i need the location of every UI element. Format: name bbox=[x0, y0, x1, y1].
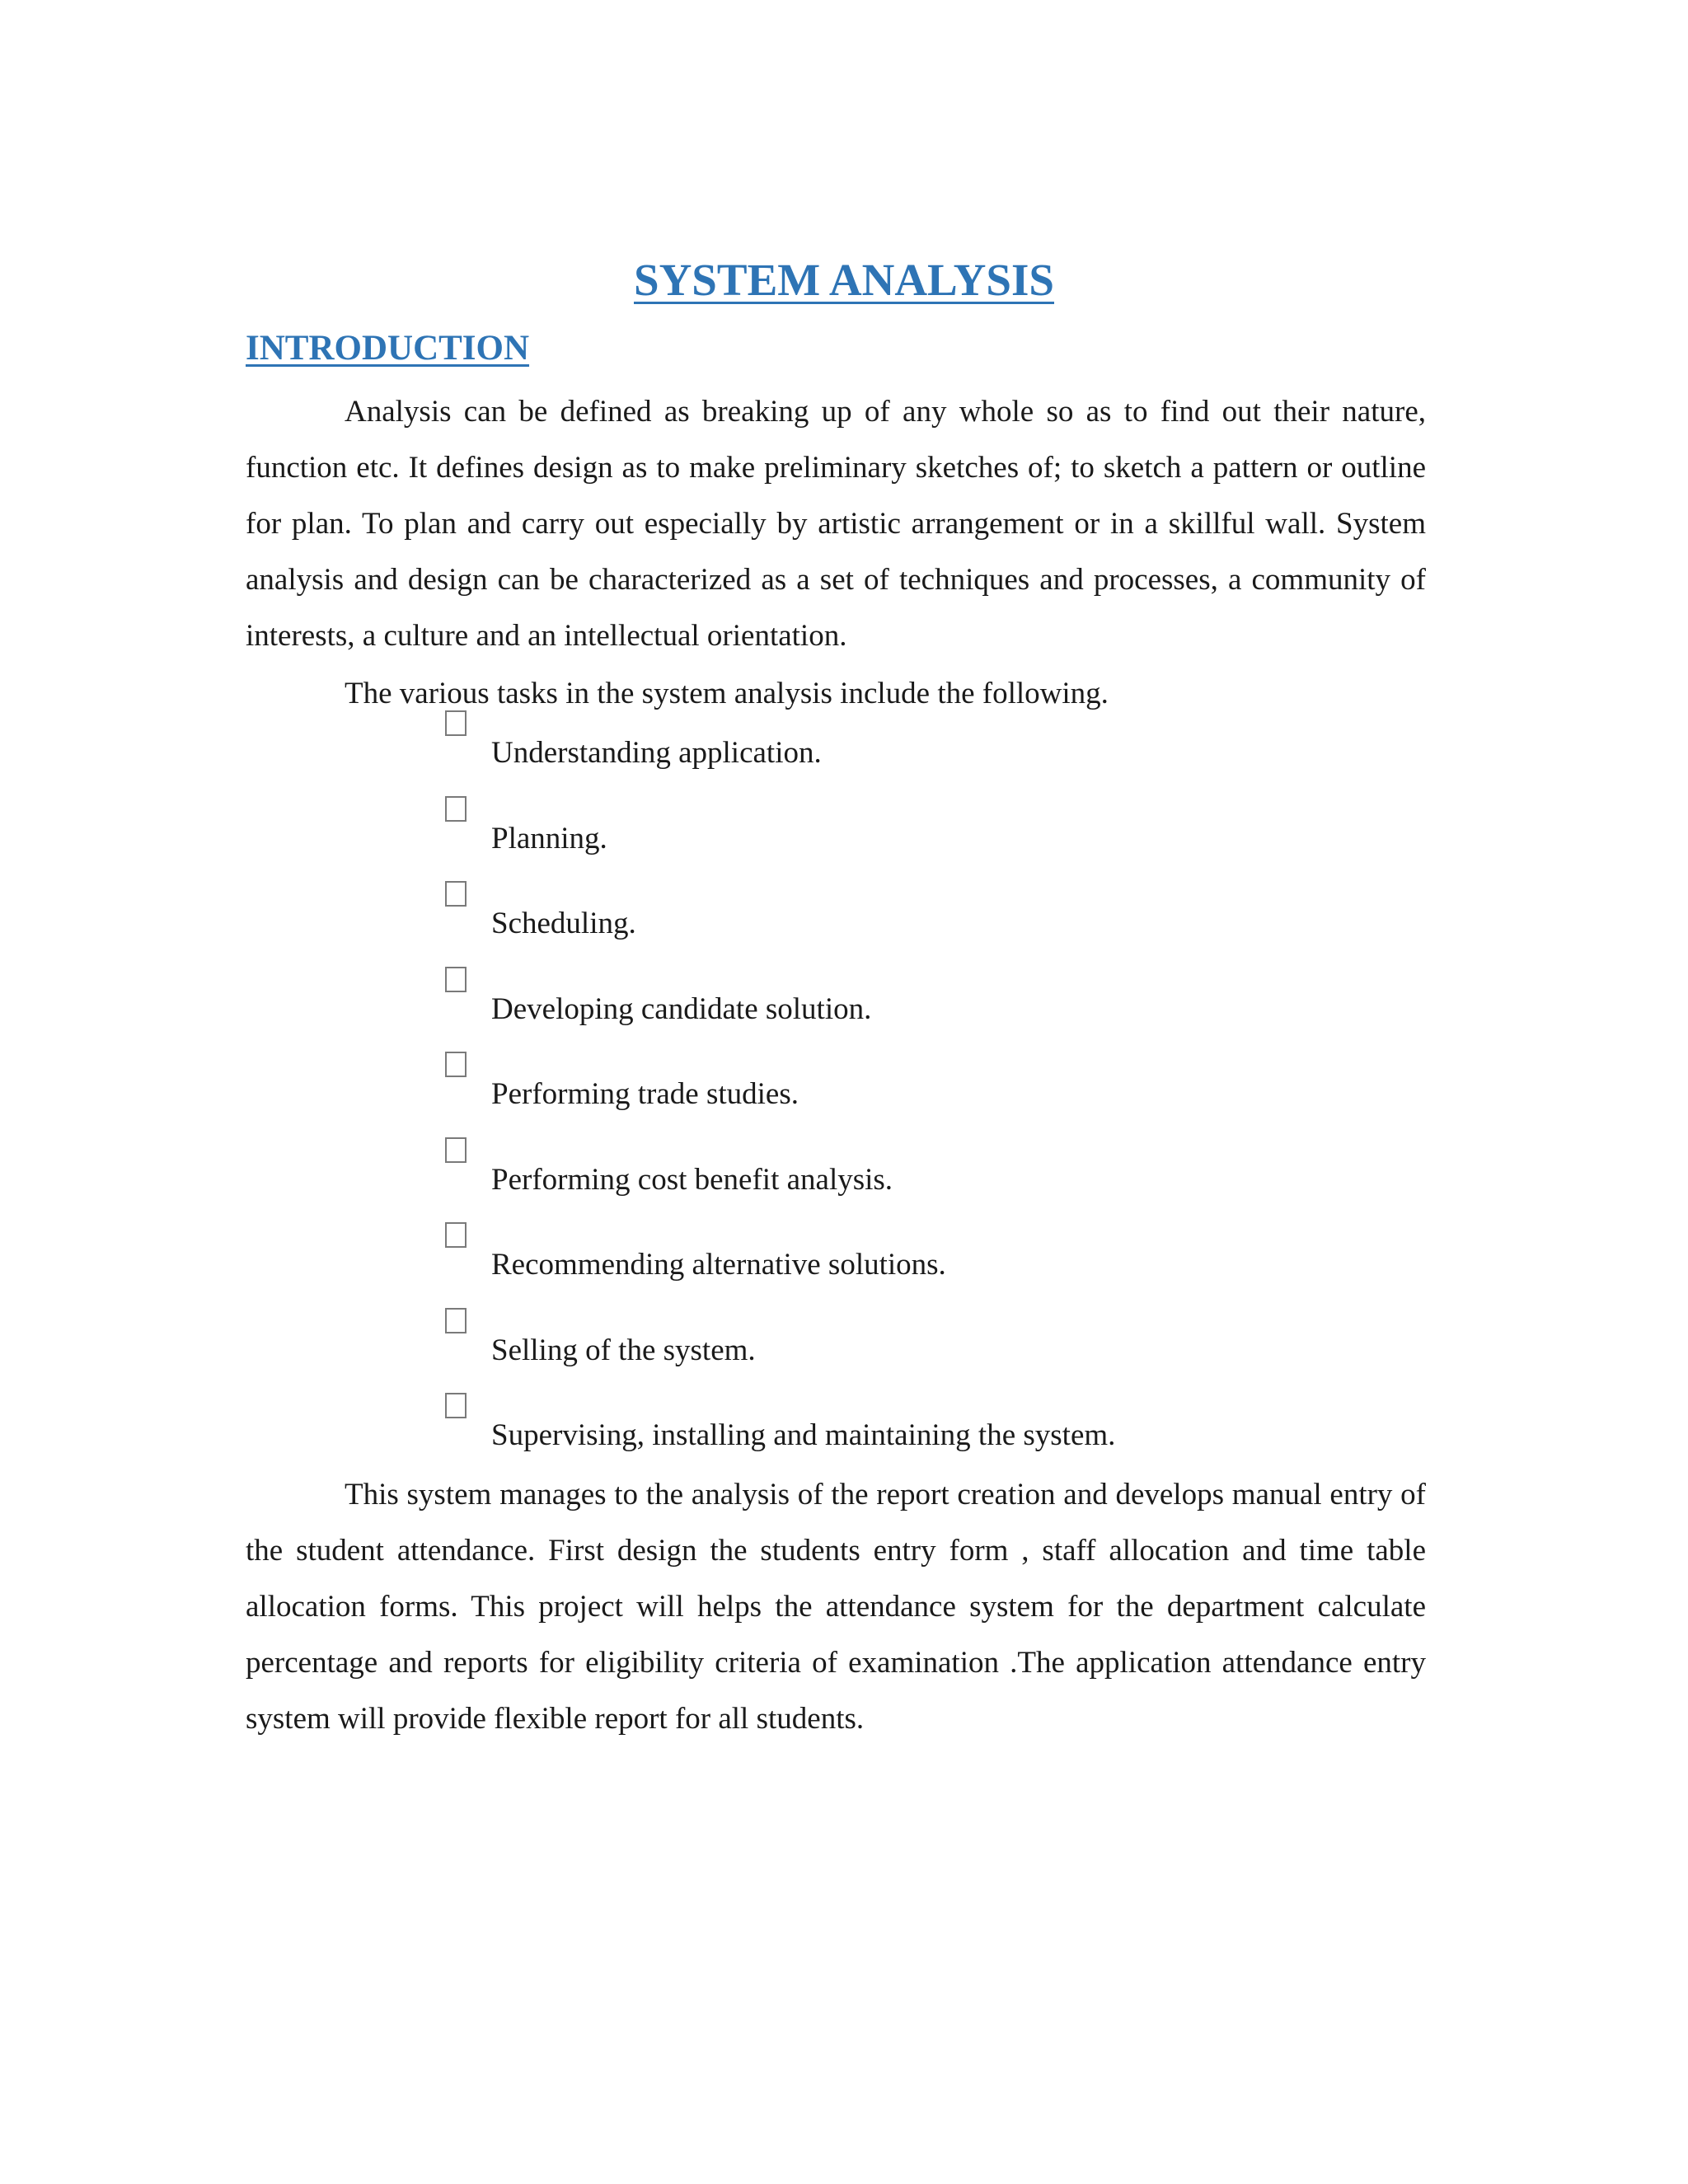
checkbox-icon bbox=[445, 710, 467, 736]
list-item-label: Planning. bbox=[491, 821, 607, 855]
closing-paragraph: This system manages to the analysis of the report creation and develops manual entry of the student attendance. First design the students entry form , staff allocation and time table allocation forms. This project will helps the attendance system for the department calculate percentage and reports for eligibility criteria of examination .The application attendance entry system will provide flexible report for all students. bbox=[246, 1478, 1426, 1736]
list-item-label: Selling of the system. bbox=[491, 1333, 756, 1367]
list-item-label: Understanding application. bbox=[491, 736, 822, 770]
checkbox-icon bbox=[445, 1308, 467, 1333]
checkbox-icon bbox=[445, 1137, 467, 1163]
checkbox-icon bbox=[445, 1052, 467, 1077]
intro-paragraph: Analysis can be defined as breaking up of any whole so as to find out their nature, function etc. It defines design as to make preliminary sketches of; to sketch a pattern or outline for plan. To plan and carry out especially by artistic arrangement or in a skillful wall. System analysis and design can be characterized as a set of techniques and processes, a community of interests, a culture and an intellectual orientation. bbox=[246, 395, 1426, 653]
list-item-label: Performing cost benefit analysis. bbox=[491, 1162, 893, 1197]
checkbox-icon bbox=[445, 1222, 467, 1248]
list-item-label: Developing candidate solution. bbox=[491, 991, 872, 1026]
section-heading-introduction: INTRODUCTION bbox=[246, 329, 530, 368]
list-item-label: Supervising, installing and maintaining the system. bbox=[491, 1418, 1116, 1452]
checkbox-icon bbox=[445, 796, 467, 822]
list-item-label: Scheduling. bbox=[491, 907, 636, 940]
list-item-label: Recommending alternative solutions. bbox=[491, 1248, 946, 1282]
checkbox-icon bbox=[445, 967, 467, 992]
checkbox-icon bbox=[445, 1393, 467, 1418]
tasks-intro-paragraph: The various tasks in the system analysis include the following. bbox=[345, 677, 1109, 710]
page-title: SYSTEM ANALYSIS bbox=[634, 255, 1054, 305]
checkbox-icon bbox=[445, 881, 467, 907]
list-item-label: Performing trade studies. bbox=[491, 1077, 799, 1111]
